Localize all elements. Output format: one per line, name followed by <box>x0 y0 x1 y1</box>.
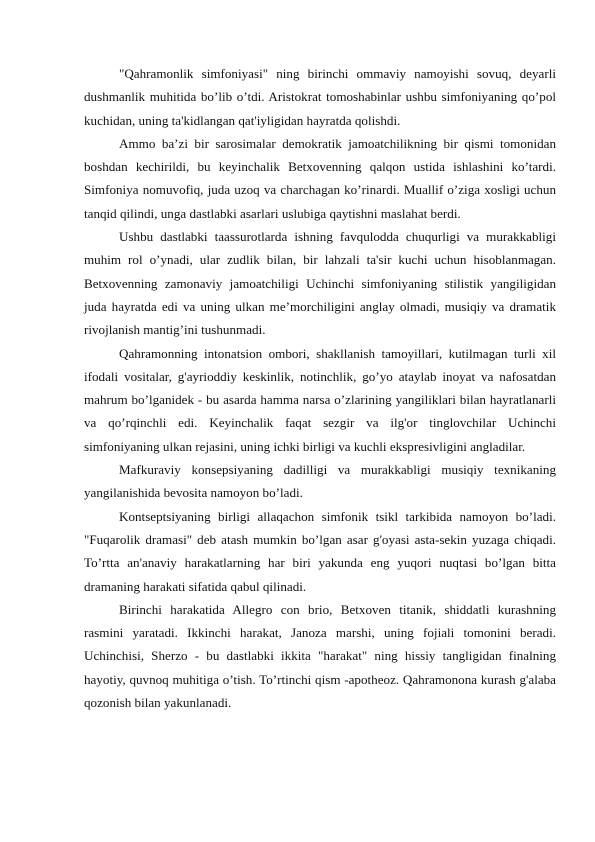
paragraph-7: Birinchi harakatida Allegro con brio, Betxoven titanik, shiddatli kurashning rasmini yaratadi. Ikkinchi harakat, Janoza marshi, uning fojiali tomonini beradi. Uchinchisi, Sherzo - bu dastlabki ikkita "harakat" ning hissiy tangligidan finalning hayotiy, quvnoq muhitiga o’tish. To’rtinchi qism -apotheoz. Qahramonona kurash g'alaba qozonish bilan yakunlanadi. <box>84 601 556 711</box>
paragraph-4: Qahramonning intonatsion ombori, shakllanish tamoyillari, kutilmagan turli xil ifodali vositalar, g'ayrioddiy keskinlik, notinchlik, go’yo ataylab inoyat va nafosatdan mahrum bo’lganidek - bu asarda hamma narsa o’zlarining yangiliklari bilan hayratlanarli va qo’rqinchli edi. Keyinchalik faqat sezgir va ilg'or tinglovchilar Uchinchi simfoniyaning ulkan rejasini, uning ichki birligi va kuchli ekspresivligini angladilar. <box>84 345 556 454</box>
paragraph-5: Mafkuraviy konsepsiyaning dadilligi va murakkabligi musiqiy texnikaning yangilanishida bevosita namoyon bo’ladi. <box>84 462 556 501</box>
paragraph-6: Kontseptsiyaning birligi allaqachon simfonik tsikl tarkibida namoyon bo’ladi. "Fuqarolik dramasi" deb atash mumkin bo’lgan asar g'oyasi asta-sekin yuzaga chiqadi. To’rtta an'anaviy harakatlarning har biri yakunda eng yuqori nuqtasi bo’lgan bitta dramaning harakati sifatida qabul qilinadi. <box>84 508 556 594</box>
document-body <box>84 62 556 714</box>
paragraph-2: Ammo ba’zi bir sarosimalar demokratik jamoatchilikning bir qismi tomonidan boshdan kechirildi, bu keyinchalik Betxovenning qalqon ustida ishlashini ko’tardi. Simfoniya nomuvofiq, juda uzoq va charchagan ko’rinardi. Muallif o’ziga xosligi uchun tanqid qilindi, unga dastlabki asarlari uslubiga qaytishni maslahat berdi. <box>84 135 556 221</box>
paragraph-3: Ushbu dastlabki taassurotlarda ishning favqulodda chuqurligi va murakkabligi muhim rol o’ynadi, ular zudlik bilan, bir lahzali ta'sir kuchi uchun hisoblanmagan. Betxovenning zamonaviy jamoatchiligi Uchinchi simfoniyaning stilistik yangiligidan juda hayratda edi va uning ulkan me’morchiligini anglay olmadi, musiqiy va dramatik rivojlanish mantig’ini tushunmadi. <box>84 229 556 338</box>
paragraph-1: "Qahramonlik simfoniyasi" ning birinchi ommaviy namoyishi sovuq, deyarli dushmanlik muhitida bo’lib o’tdi. Aristokrat tomoshabinlar ushbu simfoniyaning qo’pol kuchidan, uning ta'kidlangan qat'iyligidan hayratda qolishdi. <box>84 66 556 128</box>
